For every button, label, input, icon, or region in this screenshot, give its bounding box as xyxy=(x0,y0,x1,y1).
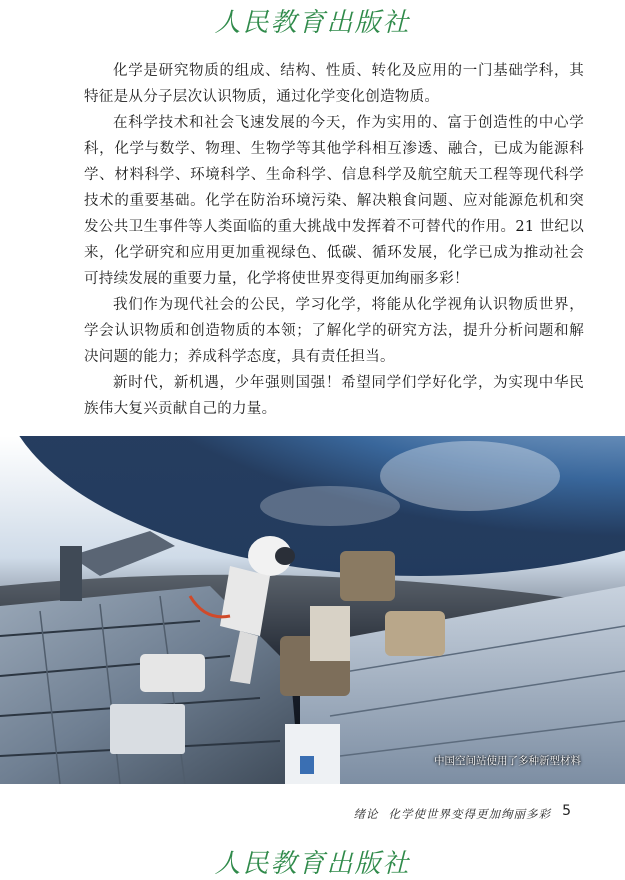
body-text xyxy=(84,58,584,422)
page-number: 5 xyxy=(562,803,571,819)
paragraph-4: 新时代，新机遇，少年强则国强！希望同学们学好化学，为实现中华民族伟大复兴贡献自己的力量。 xyxy=(84,375,584,417)
paragraph-2: 在科学技术和社会飞速发展的今天，作为实用的、富于创造性的中心学科，化学与数学、物理、生物学等其他学科相互渗透、融合，已成为能源科学、材料科学、环境科学、生命科学、信息科学及航空航天工程等现代科学技术的重要基础。化学在防治环境污染、解决粮食问题、应对能源危机和突发公共卫生事件等人类面临的重大挑战中发挥着不可替代的作用。21 世纪以来，化学研究和应用更加重视绿色、低碳、循环发展，化学已成为推动社会可持续发展的重要力量，化学将使世界变得更加绚丽多彩！ xyxy=(84,115,584,287)
space-station-illustration xyxy=(0,436,625,784)
publisher-logo-top: 人民教育出版社 xyxy=(214,8,411,38)
photo-caption: 中国空间站使用了多种新型材料 xyxy=(434,755,581,767)
paragraph-3: 我们作为现代社会的公民，学习化学，将能从化学视角认识物质世界，学会认识物质和创造物质的本领；了解化学的研究方法，提升分析问题和解决问题的能力；养成科学态度，具有责任担当。 xyxy=(84,297,584,365)
running-footer xyxy=(354,806,552,822)
paragraph-1: 化学是研究物质的组成、结构、性质、转化及应用的一门基础学科，其特征是从分子层次认识物质，通过化学变化创造物质。 xyxy=(84,63,584,105)
chapter-label: 绪论 xyxy=(353,807,379,821)
publisher-logo-bottom: 人民教育出版社 xyxy=(214,849,411,879)
section-title: 化学使世界变得更加绚丽多彩 xyxy=(388,807,551,821)
space-station-photo xyxy=(0,436,625,784)
